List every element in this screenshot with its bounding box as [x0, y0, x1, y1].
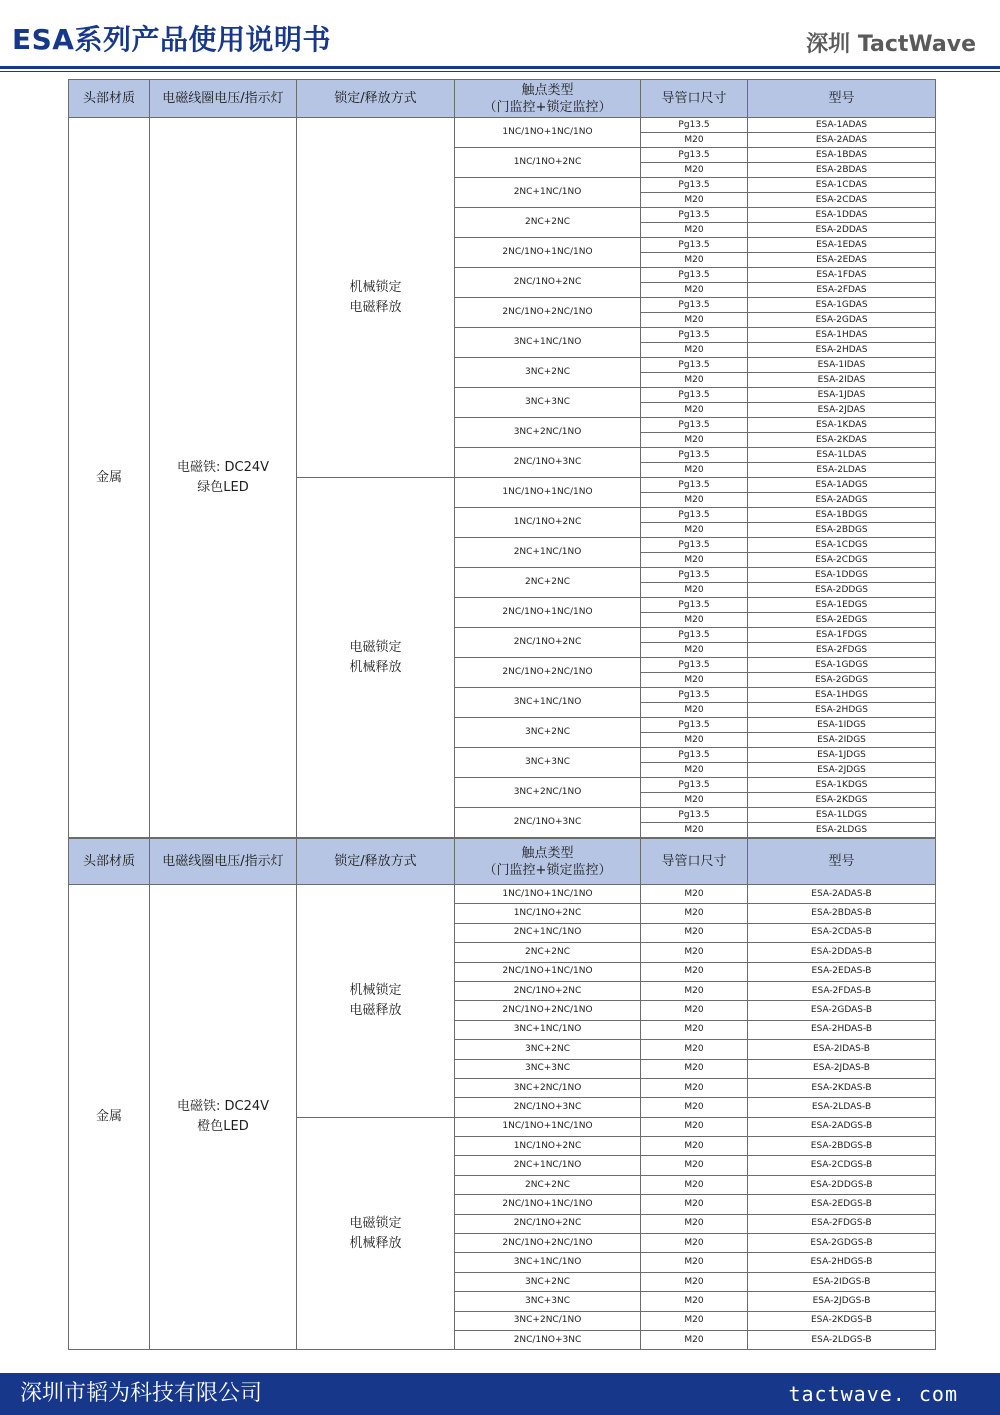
model-cell: ESA-2CDAS [748, 193, 936, 208]
model-cell: ESA-1DDGS [748, 568, 936, 583]
conduit-cell: M20 [641, 1253, 748, 1272]
model-cell: ESA-2BDGS [748, 523, 936, 538]
conduit-cell: M20 [641, 885, 748, 904]
conduit-cell: M20 [641, 403, 748, 418]
conduit-cell: M20 [641, 962, 748, 981]
voltage-cell [150, 118, 297, 838]
table-row [69, 118, 936, 133]
model-cell: ESA-1BDAS [748, 148, 936, 163]
col-header-lock-mode: 锁定/释放方式 [297, 80, 455, 118]
conduit-cell: M20 [641, 193, 748, 208]
conduit-cell: M20 [641, 1234, 748, 1253]
conduit-cell: Pg13.5 [641, 718, 748, 733]
conduit-cell: M20 [641, 613, 748, 628]
document-title: ESA系列产品使用说明书 [12, 23, 331, 56]
contact-type-cell: 2NC+2NC [455, 208, 641, 238]
contact-type-cell: 2NC+1NC/1NO [455, 538, 641, 568]
conduit-cell: Pg13.5 [641, 538, 748, 553]
lock-mode-cell-line2: 电磁释放 [349, 299, 402, 315]
conduit-cell: M20 [641, 733, 748, 748]
contact-type-cell: 3NC+3NC [455, 1292, 641, 1311]
conduit-cell: Pg13.5 [641, 358, 748, 373]
voltage-cell-line1: 电磁铁: DC24V [176, 1099, 270, 1115]
model-cell: ESA-2KDAS [748, 433, 936, 448]
model-cell: ESA-2ADAS [748, 133, 936, 148]
model-cell: ESA-2JDGS [748, 763, 936, 778]
voltage-cell-line2: 橙色LED [197, 1119, 249, 1135]
conduit-cell: M20 [641, 463, 748, 478]
contact-type-cell: 2NC+1NC/1NO [455, 1156, 641, 1175]
contact-type-cell: 2NC/1NO+3NC [455, 808, 641, 838]
model-cell: ESA-2GDAS-B [748, 1001, 936, 1020]
conduit-cell: M20 [641, 1156, 748, 1175]
conduit-cell: Pg13.5 [641, 448, 748, 463]
contact-type-cell: 2NC/1NO+3NC [455, 1098, 641, 1117]
model-cell: ESA-1DDAS [748, 208, 936, 223]
contact-type-cell: 2NC/1NO+2NC [455, 268, 641, 298]
contact-type-cell: 2NC/1NO+2NC/1NO [455, 1234, 641, 1253]
model-cell: ESA-1KDGS [748, 778, 936, 793]
conduit-cell: M20 [641, 703, 748, 718]
model-cell: ESA-2JDAS [748, 403, 936, 418]
model-cell: ESA-1EDAS [748, 238, 936, 253]
contact-type-cell: 3NC+1NC/1NO [455, 328, 641, 358]
model-table-orange-led [68, 838, 936, 1350]
conduit-cell: M20 [641, 523, 748, 538]
model-cell: ESA-2CDGS-B [748, 1156, 936, 1175]
conduit-cell: Pg13.5 [641, 238, 748, 253]
contact-type-cell: 3NC+1NC/1NO [455, 1020, 641, 1039]
lock-mode-cell-line1: 电磁锁定 [349, 1215, 402, 1231]
conduit-cell: Pg13.5 [641, 118, 748, 133]
contact-type-cell: 3NC+2NC [455, 1040, 641, 1059]
conduit-cell: Pg13.5 [641, 778, 748, 793]
contact-type-cell: 3NC+3NC [455, 748, 641, 778]
contact-type-cell: 2NC/1NO+1NC/1NO [455, 1195, 641, 1214]
model-cell: ESA-2HDAS [748, 343, 936, 358]
lock-mode-cell-line1: 机械锁定 [349, 982, 402, 998]
col-header-contact-line1: 触点类型 [521, 845, 574, 861]
model-cell: ESA-2IDAS [748, 373, 936, 388]
model-cell: ESA-2DDAS-B [748, 943, 936, 962]
table-row [69, 885, 936, 904]
contact-type-cell: 2NC+1NC/1NO [455, 178, 641, 208]
conduit-cell: M20 [641, 583, 748, 598]
conduit-cell: M20 [641, 1078, 748, 1097]
contact-type-cell: 1NC/1NO+2NC [455, 1137, 641, 1156]
conduit-cell: M20 [641, 1292, 748, 1311]
conduit-cell: M20 [641, 643, 748, 658]
lock-mode-cell [297, 1117, 455, 1350]
col-header-conduit: 导管口尺寸 [641, 80, 748, 118]
model-table-green-led [68, 79, 936, 838]
model-cell: ESA-1LDGS [748, 808, 936, 823]
contact-type-cell: 2NC/1NO+1NC/1NO [455, 238, 641, 268]
conduit-cell: Pg13.5 [641, 328, 748, 343]
model-cell: ESA-1GDAS [748, 298, 936, 313]
contact-type-cell: 3NC+2NC [455, 1272, 641, 1291]
contact-type-cell: 3NC+2NC/1NO [455, 1078, 641, 1097]
contact-type-cell: 2NC/1NO+1NC/1NO [455, 598, 641, 628]
conduit-cell: Pg13.5 [641, 478, 748, 493]
conduit-cell: Pg13.5 [641, 268, 748, 283]
conduit-cell: Pg13.5 [641, 508, 748, 523]
voltage-cell [150, 885, 297, 1350]
model-cell: ESA-1JDGS [748, 748, 936, 763]
header-rule-thin [0, 71, 1000, 72]
conduit-cell: Pg13.5 [641, 748, 748, 763]
conduit-cell: Pg13.5 [641, 628, 748, 643]
contact-type-cell: 3NC+1NC/1NO [455, 688, 641, 718]
model-cell: ESA-2DDGS-B [748, 1175, 936, 1194]
conduit-cell: M20 [641, 943, 748, 962]
conduit-cell: M20 [641, 1272, 748, 1291]
conduit-cell: M20 [641, 1214, 748, 1233]
model-cell: ESA-2BDAS-B [748, 904, 936, 923]
contact-type-cell: 3NC+2NC [455, 718, 641, 748]
conduit-cell: M20 [641, 223, 748, 238]
model-cell: ESA-2EDGS-B [748, 1195, 936, 1214]
conduit-cell: M20 [641, 433, 748, 448]
col-header-contact-line1: 触点类型 [521, 82, 574, 98]
model-cell: ESA-2BDGS-B [748, 1137, 936, 1156]
model-cell: ESA-2EDAS [748, 253, 936, 268]
col-header-voltage: 电磁线圈电压/指示灯 [150, 839, 297, 885]
model-cell: ESA-2EDGS [748, 613, 936, 628]
conduit-cell: M20 [641, 343, 748, 358]
model-cell: ESA-2FDGS-B [748, 1214, 936, 1233]
lock-mode-cell [297, 478, 455, 838]
contact-type-cell: 1NC/1NO+2NC [455, 148, 641, 178]
model-cell: ESA-2HDAS-B [748, 1020, 936, 1039]
lock-mode-cell [297, 118, 455, 478]
model-cell: ESA-1ADGS [748, 478, 936, 493]
model-cell: ESA-1HDGS [748, 688, 936, 703]
voltage-cell-line1: 电磁铁: DC24V [176, 459, 270, 475]
conduit-cell: M20 [641, 313, 748, 328]
conduit-cell: M20 [641, 163, 748, 178]
website-link[interactable]: tactwave. com [788, 1382, 958, 1406]
contact-type-cell: 2NC/1NO+3NC [455, 448, 641, 478]
model-cell: ESA-2DDAS [748, 223, 936, 238]
model-cell: ESA-1HDAS [748, 328, 936, 343]
contact-type-cell: 1NC/1NO+1NC/1NO [455, 1117, 641, 1136]
conduit-cell: Pg13.5 [641, 148, 748, 163]
lock-mode-cell-line1: 机械锁定 [349, 279, 402, 295]
table-header-row [69, 80, 936, 118]
col-header-contact-type [455, 839, 641, 885]
contact-type-cell: 3NC+3NC [455, 1059, 641, 1078]
model-cell: ESA-1KDAS [748, 418, 936, 433]
col-header-conduit: 导管口尺寸 [641, 839, 748, 885]
model-cell: ESA-2HDGS [748, 703, 936, 718]
conduit-cell: M20 [641, 1001, 748, 1020]
conduit-cell: Pg13.5 [641, 688, 748, 703]
company-name: 深圳市韬为科技有限公司 [20, 1381, 263, 1406]
conduit-cell: Pg13.5 [641, 598, 748, 613]
model-cell: ESA-2KDGS-B [748, 1311, 936, 1330]
conduit-cell: M20 [641, 1117, 748, 1136]
model-cell: ESA-1CDAS [748, 178, 936, 193]
contact-type-cell: 3NC+2NC/1NO [455, 1311, 641, 1330]
material-cell: 金属 [69, 885, 150, 1350]
page-footer [0, 1373, 1000, 1415]
conduit-cell: M20 [641, 823, 748, 838]
conduit-cell: M20 [641, 904, 748, 923]
model-cell: ESA-2JDGS-B [748, 1292, 936, 1311]
contact-type-cell: 2NC/1NO+2NC [455, 1214, 641, 1233]
model-cell: ESA-2IDGS-B [748, 1272, 936, 1291]
conduit-cell: M20 [641, 1020, 748, 1039]
model-cell: ESA-1BDGS [748, 508, 936, 523]
model-cell: ESA-2GDAS [748, 313, 936, 328]
col-header-material: 头部材质 [69, 80, 150, 118]
model-cell: ESA-1IDGS [748, 718, 936, 733]
model-cell: ESA-1FDGS [748, 628, 936, 643]
contact-type-cell: 2NC+1NC/1NO [455, 923, 641, 942]
model-cell: ESA-1IDAS [748, 358, 936, 373]
header-rule [0, 66, 1000, 69]
conduit-cell: M20 [641, 1330, 748, 1349]
material-cell: 金属 [69, 118, 150, 838]
conduit-cell: M20 [641, 373, 748, 388]
model-cell: ESA-2FDAS [748, 283, 936, 298]
model-cell: ESA-2GDGS [748, 673, 936, 688]
conduit-cell: M20 [641, 253, 748, 268]
conduit-cell: M20 [641, 673, 748, 688]
contact-type-cell: 2NC+2NC [455, 568, 641, 598]
model-cell: ESA-2LDAS [748, 463, 936, 478]
contact-type-cell: 3NC+3NC [455, 388, 641, 418]
conduit-cell: M20 [641, 493, 748, 508]
conduit-cell: M20 [641, 553, 748, 568]
contact-type-cell: 2NC/1NO+2NC/1NO [455, 658, 641, 688]
model-cell: ESA-1LDAS [748, 448, 936, 463]
model-cell: ESA-2LDGS-B [748, 1330, 936, 1349]
model-cell: ESA-2HDGS-B [748, 1253, 936, 1272]
conduit-cell: Pg13.5 [641, 298, 748, 313]
conduit-cell: Pg13.5 [641, 808, 748, 823]
model-cell: ESA-2KDGS [748, 793, 936, 808]
conduit-cell: M20 [641, 1175, 748, 1194]
conduit-cell: M20 [641, 283, 748, 298]
lock-mode-cell-line2: 机械释放 [349, 1235, 402, 1251]
conduit-cell: M20 [641, 793, 748, 808]
contact-type-cell: 3NC+2NC/1NO [455, 418, 641, 448]
conduit-cell: M20 [641, 1059, 748, 1078]
model-cell: ESA-2ADAS-B [748, 885, 936, 904]
model-cell: ESA-1EDGS [748, 598, 936, 613]
model-cell: ESA-2IDAS-B [748, 1040, 936, 1059]
page-header [0, 0, 1000, 72]
conduit-cell: M20 [641, 763, 748, 778]
contact-type-cell: 1NC/1NO+2NC [455, 904, 641, 923]
model-cell: ESA-2FDAS-B [748, 981, 936, 1000]
brand-name: 深圳 TactWave [806, 32, 976, 57]
conduit-cell: Pg13.5 [641, 388, 748, 403]
col-header-contact-type [455, 80, 641, 118]
model-cell: ESA-2ADGS-B [748, 1117, 936, 1136]
conduit-cell: M20 [641, 1137, 748, 1156]
contact-type-cell: 2NC/1NO+2NC/1NO [455, 298, 641, 328]
model-cell: ESA-2ADGS [748, 493, 936, 508]
contact-type-cell: 3NC+1NC/1NO [455, 1253, 641, 1272]
model-cell: ESA-1ADAS [748, 118, 936, 133]
model-cell: ESA-2GDGS-B [748, 1234, 936, 1253]
contact-type-cell: 1NC/1NO+2NC [455, 508, 641, 538]
conduit-cell: M20 [641, 1098, 748, 1117]
col-header-model: 型号 [748, 80, 936, 118]
voltage-cell-line2: 绿色LED [197, 479, 249, 495]
contact-type-cell: 2NC/1NO+2NC/1NO [455, 1001, 641, 1020]
model-cell: ESA-2CDGS [748, 553, 936, 568]
lock-mode-cell-line2: 机械释放 [349, 659, 402, 675]
contact-type-cell: 2NC/1NO+2NC [455, 628, 641, 658]
model-cell: ESA-1FDAS [748, 268, 936, 283]
contact-type-cell: 3NC+2NC [455, 358, 641, 388]
contact-type-cell: 2NC/1NO+3NC [455, 1330, 641, 1349]
model-cell: ESA-2FDGS [748, 643, 936, 658]
conduit-cell: Pg13.5 [641, 418, 748, 433]
contact-type-cell: 2NC/1NO+2NC [455, 981, 641, 1000]
col-header-material: 头部材质 [69, 839, 150, 885]
col-header-voltage: 电磁线圈电压/指示灯 [150, 80, 297, 118]
conduit-cell: Pg13.5 [641, 658, 748, 673]
col-header-lock-mode: 锁定/释放方式 [297, 839, 455, 885]
table-header-row [69, 839, 936, 885]
model-cell: ESA-2EDAS-B [748, 962, 936, 981]
conduit-cell: Pg13.5 [641, 208, 748, 223]
conduit-cell: M20 [641, 1311, 748, 1330]
conduit-cell: M20 [641, 1040, 748, 1059]
contact-type-cell: 2NC/1NO+1NC/1NO [455, 962, 641, 981]
conduit-cell: M20 [641, 981, 748, 1000]
conduit-cell: M20 [641, 133, 748, 148]
model-cell: ESA-1GDGS [748, 658, 936, 673]
conduit-cell: Pg13.5 [641, 178, 748, 193]
contact-type-cell: 1NC/1NO+1NC/1NO [455, 478, 641, 508]
model-cell: ESA-2DDGS [748, 583, 936, 598]
model-cell: ESA-2CDAS-B [748, 923, 936, 942]
contact-type-cell: 1NC/1NO+1NC/1NO [455, 118, 641, 148]
col-header-contact-line2: （门监控+锁定监控） [483, 99, 612, 115]
model-cell: ESA-2BDAS [748, 163, 936, 178]
lock-mode-cell-line2: 电磁释放 [349, 1002, 402, 1018]
lock-mode-cell [297, 885, 455, 1118]
model-cell: ESA-2JDAS-B [748, 1059, 936, 1078]
col-header-contact-line2: （门监控+锁定监控） [483, 862, 612, 878]
model-cell: ESA-2KDAS-B [748, 1078, 936, 1097]
model-cell: ESA-2LDAS-B [748, 1098, 936, 1117]
model-cell: ESA-2LDGS [748, 823, 936, 838]
contact-type-cell: 1NC/1NO+1NC/1NO [455, 885, 641, 904]
contact-type-cell: 2NC+2NC [455, 943, 641, 962]
conduit-cell: M20 [641, 1195, 748, 1214]
model-cell: ESA-2IDGS [748, 733, 936, 748]
model-cell: ESA-1CDGS [748, 538, 936, 553]
contact-type-cell: 3NC+2NC/1NO [455, 778, 641, 808]
conduit-cell: M20 [641, 923, 748, 942]
conduit-cell: Pg13.5 [641, 568, 748, 583]
lock-mode-cell-line1: 电磁锁定 [349, 639, 402, 655]
col-header-model: 型号 [748, 839, 936, 885]
model-cell: ESA-1JDAS [748, 388, 936, 403]
contact-type-cell: 2NC+2NC [455, 1175, 641, 1194]
